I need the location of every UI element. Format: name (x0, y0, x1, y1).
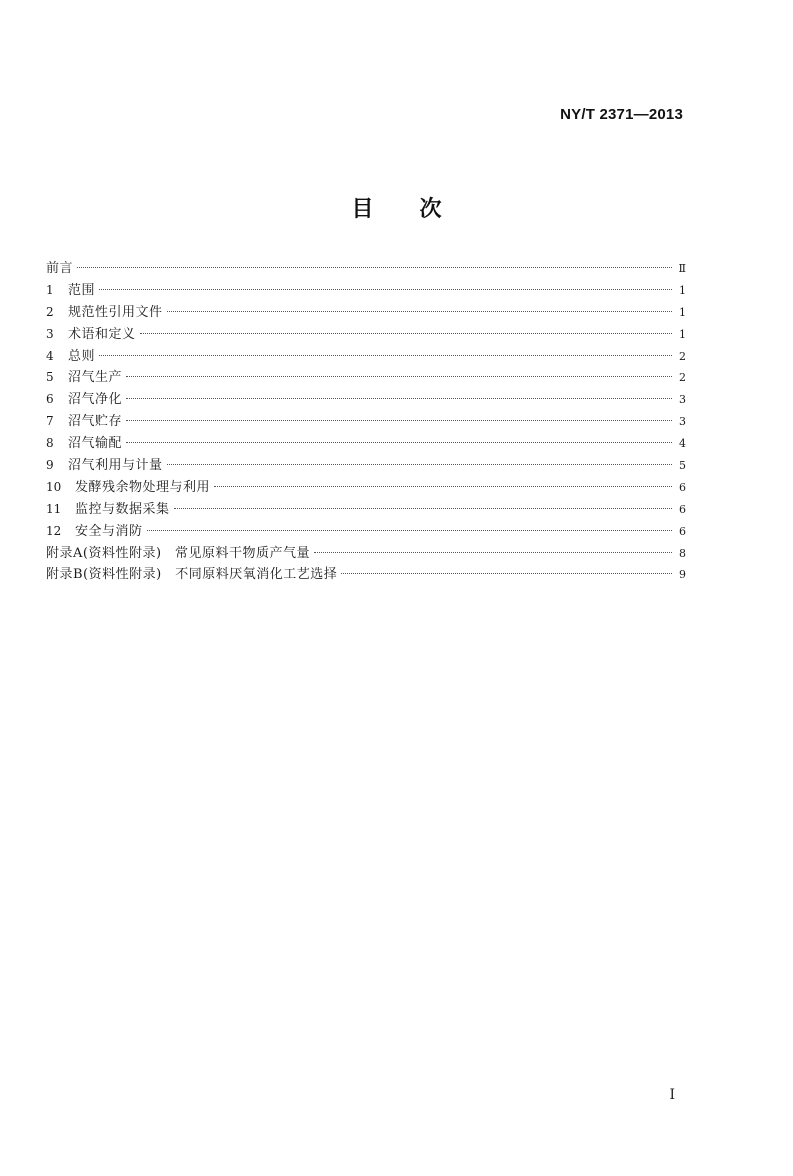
toc-page-number: 1 (679, 283, 686, 297)
toc-entry-6[interactable] (46, 389, 686, 411)
toc-page-number: 9 (679, 568, 686, 582)
toc-entry-11[interactable] (46, 499, 686, 521)
toc-page-number: 3 (679, 415, 686, 429)
toc-entry-label: 沼气贮存 (68, 414, 123, 430)
toc-leader-dots (126, 442, 672, 443)
toc-entry-label: 前言 (46, 261, 74, 276)
page-title (0, 192, 793, 223)
toc-page-number: 8 (679, 546, 686, 560)
toc-entry-number: 11 (46, 501, 62, 516)
toc-entry-10[interactable] (46, 477, 686, 499)
toc-entry-number: 4 (46, 348, 54, 363)
toc-page-number: 2 (679, 349, 686, 363)
table-of-contents (46, 258, 686, 586)
toc-entry-number: 3 (46, 326, 54, 341)
toc-entry-number: 7 (46, 414, 54, 429)
toc-entry-8[interactable] (46, 433, 686, 455)
toc-leader-dots (99, 289, 672, 290)
toc-entry-label: 沼气净化 (68, 392, 123, 408)
toc-entry-label: 规范性引用文件 (68, 304, 163, 320)
toc-entry-number: 12 (46, 523, 62, 538)
toc-page-number: 6 (679, 502, 686, 516)
toc-leader-dots (126, 420, 672, 421)
toc-leader-dots (99, 355, 672, 356)
toc-page-number: 6 (679, 524, 686, 538)
toc-entry-number: 1 (46, 282, 54, 297)
toc-entry-7[interactable] (46, 411, 686, 433)
toc-entry-number: 9 (46, 458, 54, 473)
toc-page-number: 6 (679, 480, 686, 494)
toc-leader-dots (77, 267, 672, 268)
toc-page-number: 4 (679, 437, 686, 451)
toc-entry-label: 监控与数据采集 (75, 501, 170, 517)
toc-page-number: 3 (679, 393, 686, 407)
toc-leader-dots (167, 311, 672, 312)
toc-entry-label: 沼气生产 (68, 370, 123, 386)
toc-entry-number: 8 (46, 436, 54, 451)
standard-code: NY/T 2371—2013 (560, 106, 683, 123)
toc-entry-5[interactable] (46, 367, 686, 389)
toc-entry-4[interactable] (46, 346, 686, 368)
toc-entry-label: 沼气输配 (68, 436, 123, 452)
toc-entry-foreword[interactable] (46, 258, 686, 280)
toc-leader-dots (174, 508, 672, 509)
toc-entry-label: 附录A(资料性附录) 常见原料干物质产气量 (46, 545, 311, 561)
toc-page-number: 1 (679, 327, 686, 341)
toc-entry-label: 附录B(资料性附录) 不同原料厌氧消化工艺选择 (46, 567, 338, 583)
toc-page-number: 2 (679, 371, 686, 385)
toc-entry-appendix-a[interactable] (46, 543, 686, 565)
title-char-2: 次 (419, 197, 442, 222)
toc-entry-label: 总则 (68, 348, 96, 364)
toc-entry-label: 安全与消防 (75, 523, 143, 539)
toc-leader-dots (214, 486, 672, 487)
toc-page-number: 1 (679, 305, 686, 319)
toc-entry-2[interactable] (46, 302, 686, 324)
toc-entry-appendix-b[interactable] (46, 564, 686, 586)
toc-leader-dots (147, 530, 672, 531)
toc-entry-3[interactable] (46, 324, 686, 346)
toc-entry-label: 沼气利用与计量 (68, 458, 163, 474)
toc-entry-label: 范围 (68, 282, 96, 298)
toc-entry-12[interactable] (46, 521, 686, 543)
toc-entry-number: 5 (46, 370, 54, 385)
toc-entry-label: 发酵残余物处理与利用 (75, 479, 211, 495)
toc-page-number: 5 (679, 459, 686, 473)
toc-leader-dots (314, 552, 672, 553)
toc-leader-dots (140, 333, 672, 334)
toc-page-number: Ⅱ (678, 262, 686, 275)
toc-leader-dots (126, 376, 672, 377)
toc-entry-9[interactable] (46, 455, 686, 477)
toc-entry-number: 6 (46, 392, 54, 407)
toc-entry-label: 术语和定义 (68, 326, 136, 342)
toc-entry-number: 10 (46, 479, 62, 494)
toc-entry-number: 2 (46, 304, 54, 319)
title-char-1: 目 (351, 197, 374, 222)
toc-leader-dots (341, 573, 672, 574)
page-number: I (669, 1087, 675, 1103)
toc-leader-dots (126, 398, 672, 399)
toc-entry-1[interactable] (46, 280, 686, 302)
toc-leader-dots (167, 464, 672, 465)
